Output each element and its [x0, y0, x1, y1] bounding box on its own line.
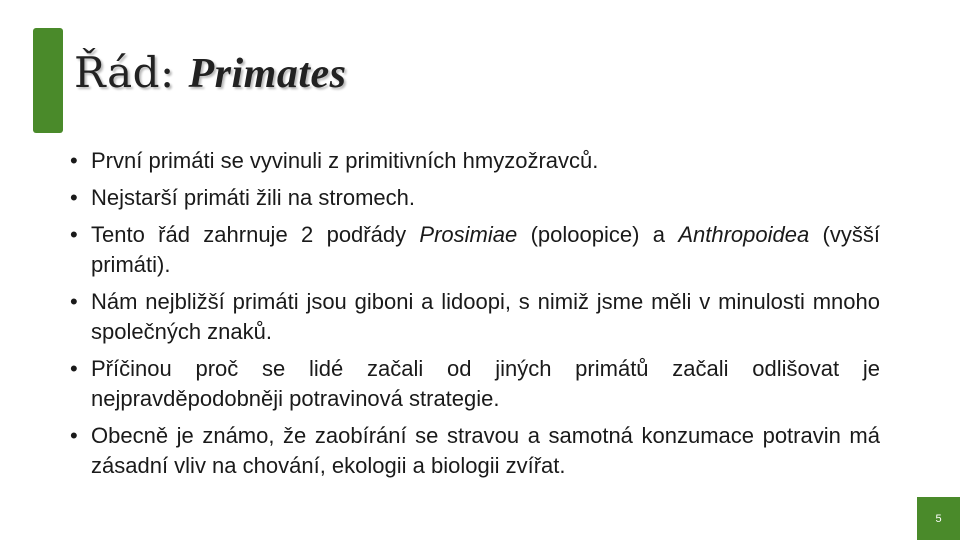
bullet-text-part: (poloopice) a: [517, 222, 679, 247]
bullet-text-italic: Prosimiae: [419, 222, 518, 247]
title-italic-term: Primates: [188, 51, 347, 97]
bullet-list: [70, 146, 880, 488]
bullet-text-part: Tento řád zahrnuje 2 podřády: [91, 222, 420, 247]
title-prefix: Řád:: [74, 48, 189, 97]
bullet-item: [70, 354, 880, 414]
bullet-item: [70, 220, 880, 280]
bullet-text: Obecně je známo, že zaobírání se stravou a samotná konzumace potravin má zásadní vliv na chování, ekologii a biologii zvířat.: [91, 423, 880, 478]
bullet-item: [70, 183, 880, 213]
bullet-text: Nejstarší primáti žili na stromech.: [91, 185, 415, 210]
bullet-text-part: (vyšší primáti).: [91, 222, 880, 277]
title-accent-bar: [33, 28, 63, 133]
slide-title: [74, 48, 347, 98]
page-number: 5: [917, 497, 960, 540]
bullet-item: [70, 287, 880, 347]
bullet-text: Příčinou proč se lidé začali od jiných primátů začali odlišovat je nejpravděpodobněji potravinová strategie.: [91, 356, 880, 411]
bullet-text: Nám nejbližší primáti jsou giboni a lidoopi, s nimiž jsme měli v minulosti mnoho společných znaků.: [91, 289, 880, 344]
bullet-item: [70, 146, 880, 176]
bullet-item: [70, 421, 880, 481]
bullet-text: První primáti se vyvinuli z primitivních hmyzožravců.: [91, 148, 599, 173]
bullet-text-italic: Anthropoidea: [678, 222, 810, 247]
